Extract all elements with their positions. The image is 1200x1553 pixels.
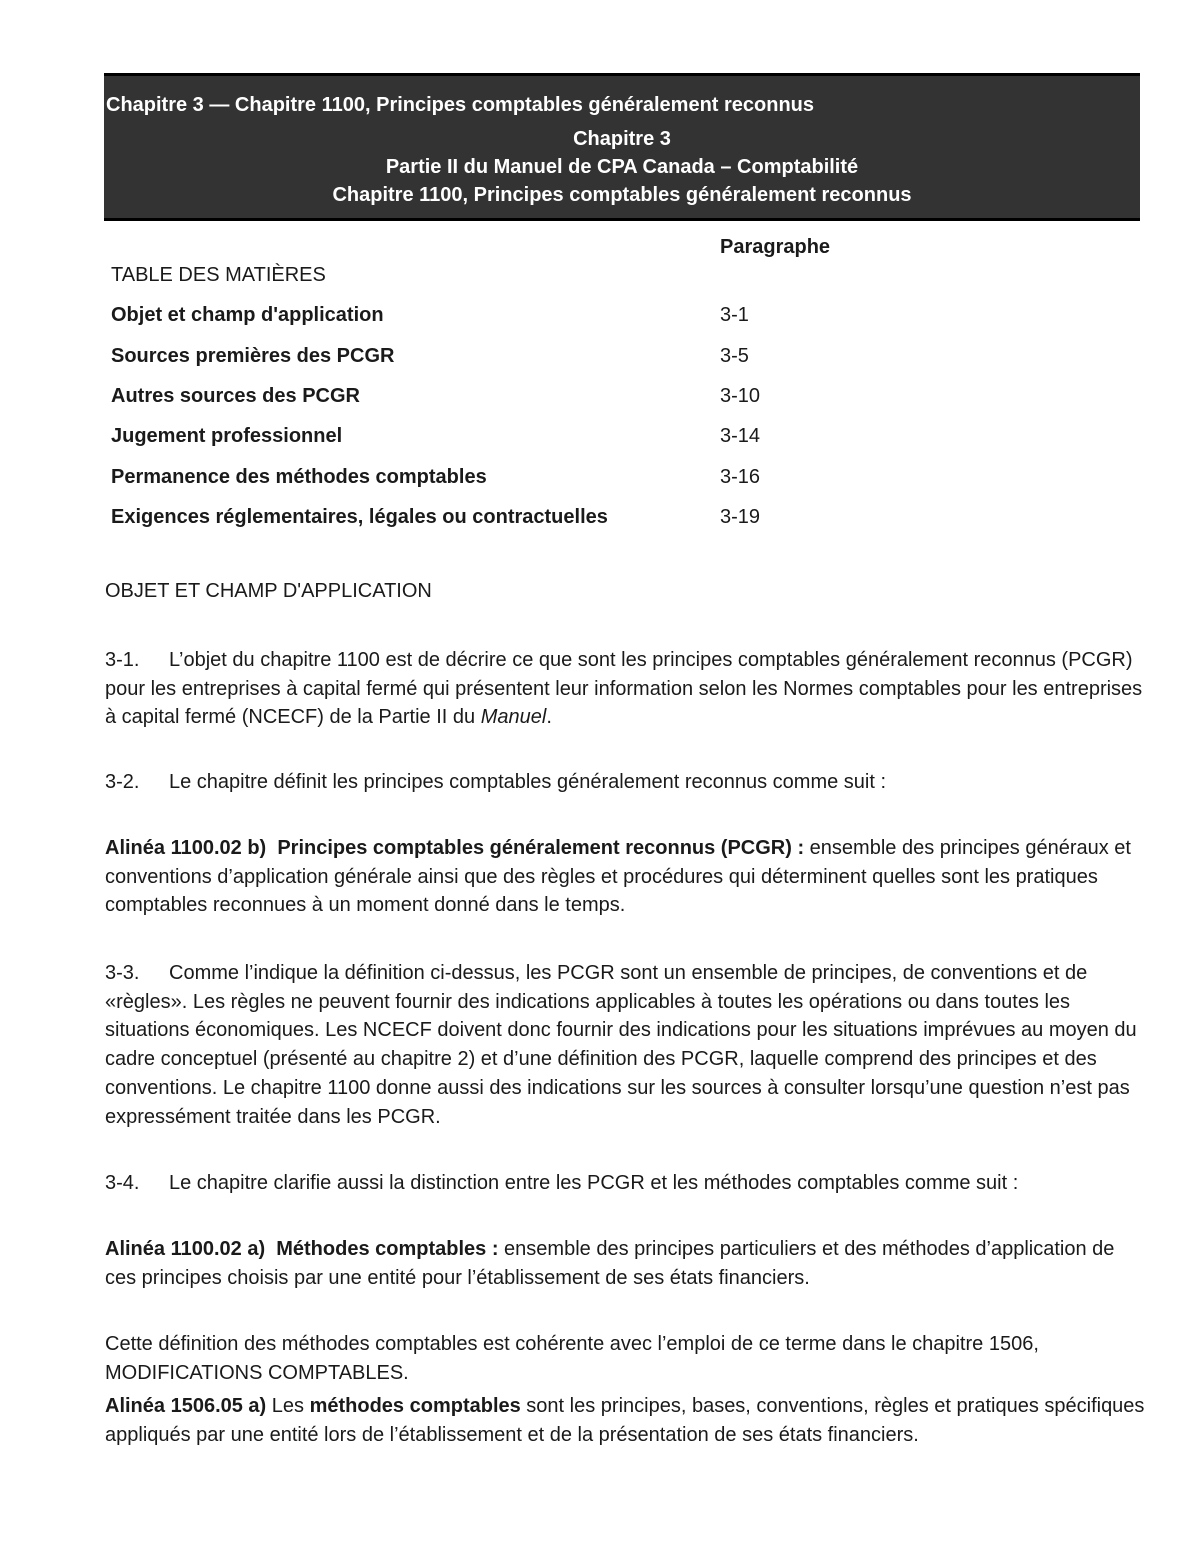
toc-item[interactable] [111, 345, 831, 373]
chapter-header-banner [104, 73, 1140, 221]
toc-item[interactable] [111, 466, 831, 494]
paragraph-text: Comme l’indique la définition ci-dessus, les PCGR sont un ensemble de principes, de conventions et de «règles». Les règles ne peuvent fournir des indications applicables à toutes les opérations ou dans toutes les situations économiques. Les NCECF doivent donc fournir des indications pour les situations imprévues au moyen du cadre conceptuel (présenté au chapitre 2) et d’une définition des PCGR, laquelle comprend des principes et des conventions. Le chapitre 1100 donne aussi des indications sur les sources à consulter lorsqu’une question n’est pas expressément traitée dans les PCGR. [105, 962, 1137, 1128]
definition-text: sont les principes, bases, conventions, règles et pratiques spécifiques appliqués par une entité lors de l’établissement et de la présentation de ses états financiers. [105, 1395, 1145, 1446]
definition-term: Méthodes comptables : [276, 1238, 499, 1260]
paragraph-text: L’objet du chapitre 1100 est de décrire ce que sont les principes comptables généralement reconnus (PCGR) pour les entreprises à capital fermé qui présentent leur information selon les Normes comptables pour les entreprises à capital fermé (NCECF) de la Partie II du [105, 649, 1143, 729]
paragraph-number: 3-4. [105, 1172, 140, 1194]
section-heading: OBJET ET CHAMP D'APPLICATION [105, 580, 432, 602]
paragraph-number: 3-3. [105, 962, 140, 984]
definition-reference: Alinéa 1100.02 b) [105, 837, 267, 859]
definition-1506 [105, 1392, 1145, 1449]
paragraph-3-1 [105, 646, 1145, 732]
definition-text: ensemble des principes particuliers et des méthodes d’application de ces principes choisis par une entité pour l’établissement de ses états financiers. [105, 1238, 1115, 1289]
header-chapter-number: Chapitre 3 [573, 128, 671, 150]
definition-pcgr [105, 834, 1145, 920]
definition-term: Principes comptables généralement reconnus (PCGR) : [277, 837, 805, 859]
toc-title: TABLE DES MATIÈRES [111, 264, 326, 286]
toc-item-paragraph: 3-14 [720, 425, 761, 447]
toc-item-label: Objet et champ d'application [111, 304, 384, 326]
toc-item-label: Jugement professionnel [111, 425, 343, 447]
toc-item[interactable] [111, 425, 831, 453]
toc-item-paragraph: 3-5 [720, 345, 749, 367]
definition-pre: Les [266, 1395, 310, 1417]
paragraph-text: Le chapitre définit les principes comptables généralement reconnus comme suit : [169, 771, 887, 793]
paragraph-3-2 [105, 768, 1145, 797]
toc-column-label: Paragraphe [720, 236, 831, 258]
toc-item-paragraph: 3-10 [720, 385, 761, 407]
header-running-title: Chapitre 3 — Chapitre 1100, Principes comptables généralement reconnus [106, 94, 815, 116]
paragraph-number: 3-1. [105, 649, 140, 671]
toc-item-paragraph: 3-16 [720, 466, 761, 488]
toc-item[interactable] [111, 304, 831, 332]
definition-reference: Alinéa 1100.02 a) [105, 1238, 266, 1260]
manual-italic: Manuel [480, 706, 547, 729]
toc-item[interactable] [111, 385, 831, 413]
toc-item-label: Permanence des méthodes comptables [111, 466, 487, 488]
paragraph-number: 3-2. [105, 771, 140, 793]
paragraph-3-3 [105, 959, 1145, 1131]
definition-reference: Alinéa 1506.05 a) [105, 1395, 267, 1417]
header-manual-part: Partie II du Manuel de CPA Canada – Comptabilité [385, 156, 859, 178]
paragraph-coherence [105, 1330, 1145, 1387]
toc-item-label: Autres sources des PCGR [111, 385, 360, 407]
toc-item-paragraph: 3-19 [720, 506, 761, 528]
toc-item[interactable] [111, 506, 831, 534]
toc-item-paragraph: 3-1 [720, 304, 749, 326]
toc-item-label: Exigences réglementaires, légales ou contractuelles [111, 506, 608, 528]
toc-item-label: Sources premières des PCGR [111, 345, 395, 367]
header-chapter-title: Chapitre 1100, Principes comptables généralement reconnus [332, 184, 912, 206]
paragraph-3-4 [105, 1169, 1145, 1198]
paragraph-end: . [546, 706, 552, 729]
definition-methodes-comptables [105, 1235, 1145, 1292]
paragraph-text: Le chapitre clarifie aussi la distinction entre les PCGR et les méthodes comptables comme suit : [169, 1172, 1019, 1194]
definition-term: méthodes comptables [309, 1395, 521, 1417]
definition-text: ensemble des principes généraux et conventions d’application générale ainsi que des règles et procédures qui déterminent quelles sont les pratiques comptables reconnues à un moment donné dans le temps. [105, 837, 1131, 917]
paragraph-text: Cette définition des méthodes comptables est cohérente avec l’emploi de ce terme dans le chapitre 1506, MODIFICATIONS COMPTABLES. [105, 1333, 1039, 1384]
